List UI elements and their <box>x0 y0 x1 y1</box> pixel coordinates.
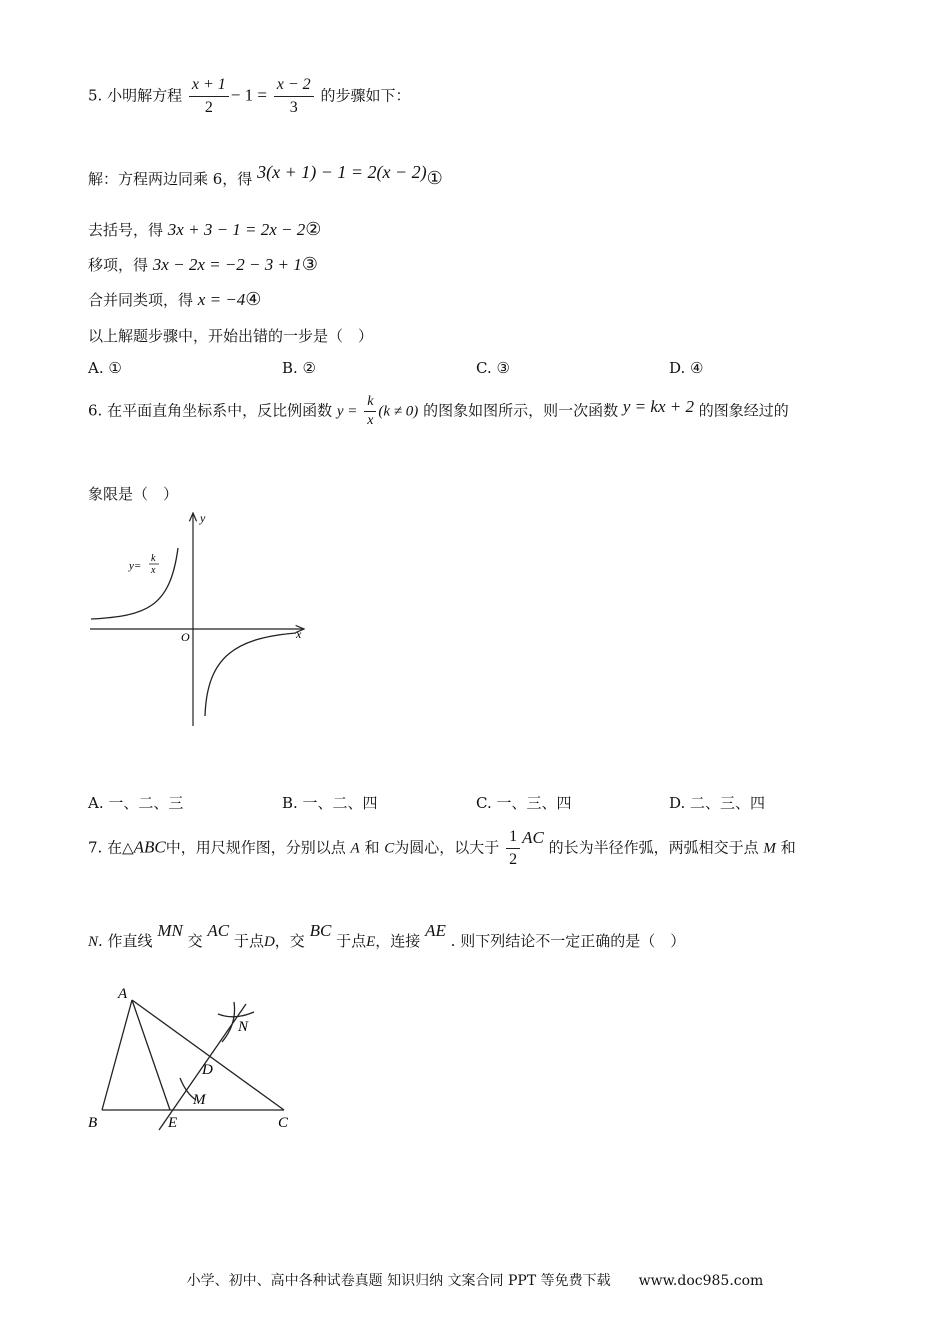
q7-prompt-line2: N. 作直线 MN 交 AC 于点D，交 BC 于点E，连接 AE . 则下列结论不一定正确的是（ ） <box>88 921 686 950</box>
curve-label: y= <box>129 560 142 572</box>
label-n: N <box>238 1019 249 1035</box>
q5-option-a: A. ① <box>88 359 122 377</box>
q6-option-a: A. 一、二、三 <box>88 794 184 812</box>
q5-step1: 解：方程两边同乘 6，得 3(x + 1) − 1 = 2(x − 2)① <box>88 162 443 189</box>
q5-step3: 移项，得 3x − 2x = −2 − 3 + 1③ <box>88 254 318 275</box>
label-b: B <box>88 1115 98 1131</box>
segment-ae <box>132 1000 170 1110</box>
q5-minus-one: − 1 = <box>230 85 267 105</box>
q6-option-d: D. 二、三、四 <box>669 794 766 812</box>
q5-step3-equation: 3x − 2x = −2 − 3 + 1 <box>152 255 302 274</box>
step-mark: ④ <box>245 289 262 310</box>
arc-n-upper <box>218 1012 254 1017</box>
q5-prefix: 5. 小明解方程 <box>88 86 183 105</box>
q5-step4: 合并同类项，得 x = −4④ <box>88 289 262 310</box>
q5-step2: 去括号，得 3x + 3 − 1 = 2x − 2② <box>88 219 322 240</box>
q5-fraction-right: $\frac{x - 2}{3}$ <box>274 74 314 119</box>
q5-step1-equation: 3(x + 1) − 1 = 2(x − 2) <box>257 162 427 182</box>
q6-prompt: 6. 在平面直角坐标系中，反比例函数 y = $\frac{k}{x}$ (k ≠ 0) 的图象如图所示，则一次函数 y = kx + 2 的图象经过的 <box>88 394 789 428</box>
q6-option-c: C. 一、三、四 <box>476 794 572 812</box>
label-c: C <box>278 1115 289 1131</box>
hyperbola-branch-4 <box>205 633 296 716</box>
q5-fraction-left: $\frac{x + 1}{2}$ <box>189 74 229 119</box>
label-m: M <box>193 1092 206 1108</box>
q5-suffix: 的步骤如下： <box>320 86 411 105</box>
q5-step4-equation: x = −4 <box>197 290 246 309</box>
q6-option-b: B. 一、二、四 <box>282 794 378 812</box>
page-footer: 小学、初中、高中各种试卷真题 知识归纳 文案合同 PPT 等免费下载 www.doc985.com <box>186 1273 764 1289</box>
q6-question-line2: 象限是（ ） <box>88 485 179 503</box>
q6-fraction: $\frac{k}{x}$ <box>364 393 376 430</box>
origin-label: O <box>181 630 190 644</box>
label-d: D <box>202 1062 213 1078</box>
q6-linear-function: y = kx + 2 <box>622 396 694 416</box>
label-a: A <box>118 986 128 1002</box>
label-e: E <box>168 1115 178 1131</box>
step-mark: ③ <box>301 254 318 275</box>
q5-step2-equation: 3x + 3 − 1 = 2x − 2 <box>167 220 306 239</box>
q7-triangle-figure <box>84 978 306 1138</box>
y-axis-label: y <box>200 511 206 525</box>
q7-half-fraction: $\frac{1}{2}$ <box>506 826 520 871</box>
q6-hyperbola-figure <box>86 508 312 730</box>
q5-option-d: D. ④ <box>669 359 704 377</box>
curve-label-den: x <box>151 565 156 576</box>
side-ac <box>132 1000 284 1110</box>
q5-option-b: B. ② <box>282 359 317 377</box>
q5-option-c: C. ③ <box>476 359 510 377</box>
step-mark: ② <box>305 219 322 240</box>
hyperbola-branch-2 <box>91 548 178 619</box>
x-axis-label: x <box>296 627 302 641</box>
step-mark: ① <box>426 168 443 189</box>
q7-prompt-line1: 7. 在△ABC中，用尺规作图，分别以点 A 和 C为圆心，以大于 $\frac{1}{2}$ AC 的长为半径作弧，两弧相交于点 M 和 <box>88 826 796 871</box>
side-ab <box>102 1000 132 1110</box>
q5-question: 以上解题步骤中，开始出错的一步是（ ） <box>88 327 374 345</box>
curve-label-num: k <box>151 553 156 564</box>
q5-prompt <box>88 74 410 119</box>
